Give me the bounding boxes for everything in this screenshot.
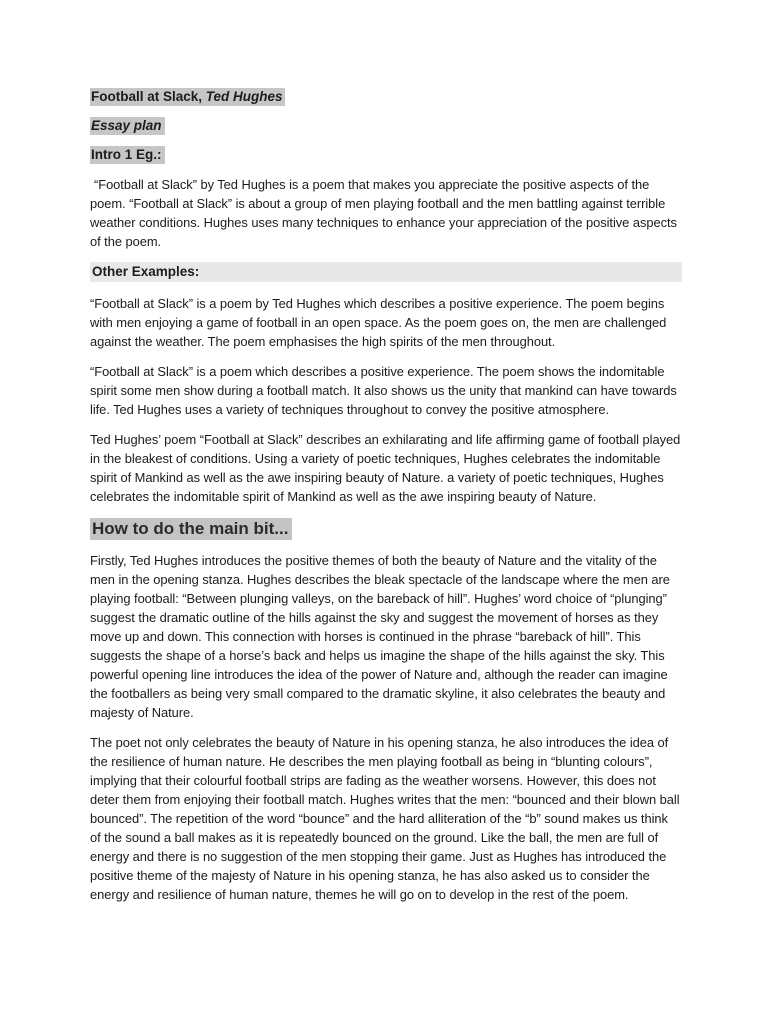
essay-plan-subtitle (90, 117, 682, 135)
document-title-bold: Football at Slack, (91, 89, 203, 104)
intro-heading (90, 146, 682, 164)
document-content (90, 88, 682, 915)
main-paragraph-1: Firstly, Ted Hughes introduces the positive themes of both the beauty of Nature and the vitality of the men in the opening stanza. Hughes describes the bleak spectacle of the landscape where the men are playing football: “Between plunging valleys, on the bareback of hill”. Hughes’ word choice of “plunging” suggest the dramatic outline of the hills against the sky and suggest the movement of horses as they move up and down. This connection with horses is continued in the phrase “bareback of hill”. This suggests the shape of a horse’s back and helps us imagine the shape of the hills against the sky. This powerful opening line introduces the idea of the power of Nature and, although the reader can imagine the footballers as being very small compared to the dramatic skyline, it also celebrates the beauty and majesty of Nature. (90, 553, 670, 720)
intro-paragraph: “Football at Slack” by Ted Hughes is a poem that makes you appreciate the positive aspects of the poem. “Football at Slack” is about a group of men playing football and the men battling against terrible weather conditions. Hughes uses many techniques to enhance your appreciation of the positive aspects of the poem. (90, 177, 677, 249)
example-paragraph-2: “Football at Slack” is a poem which describes a positive experience. The poem shows the indomitable spirit some men show during a football match. It also shows us the unity that mankind can have towards life. Ted Hughes uses a variety of techniques throughout to convey the positive atmosphere. (90, 364, 677, 417)
example-paragraph-3: Ted Hughes’ poem “Football at Slack” describes an exhilarating and life affirming game of football played in the bleakest of conditions. Using a variety of poetic techniques, Hughes celebrates the indomitable spirit of Mankind as well as the awe inspiring beauty of Nature. a variety of poetic techniques, Hughes celebrates the indomitable spirit of Mankind as well as the awe inspiring beauty of Nature. (90, 432, 681, 504)
document-title (90, 88, 682, 106)
intro-heading-text: Intro 1 Eg.: (90, 146, 165, 164)
document-title-author: Ted Hughes (202, 89, 283, 104)
main-paragraph-2: The poet not only celebrates the beauty of Nature in his opening stanza, he also introduces the idea of the resilience of human nature. He describes the men playing football as being in “blunting colours”, implying that their colourful football strips are fading as the weather worsens. However, this does not deter them from enjoying their football match. Hughes writes that the men: “bounced and their blown ball bounced”. The repetition of the word “bounce” and the hard alliteration of the “b” sound makes us think of the sound a ball makes as it is repeatedly bounced on the ground. Like the ball, the men are full of energy and there is no suggestion of the men stopping their game. Just as Hughes has introduced the positive theme of the majesty of Nature in his opening stanza, he has also asked us to consider the energy and resilience of human nature, themes he will go on to develop in the rest of the poem. (90, 735, 680, 902)
main-section-heading-text: How to do the main bit... (90, 518, 292, 540)
main-section-heading (90, 517, 682, 540)
essay-plan-subtitle-text: Essay plan (90, 117, 165, 135)
other-examples-heading: Other Examples: (90, 262, 682, 282)
example-paragraph-1: “Football at Slack” is a poem by Ted Hughes which describes a positive experience. The poem begins with men enjoying a game of football in an open space. As the poem goes on, the men are challenged against the weather. The poem emphasises the high spirits of the men throughout. (90, 296, 667, 349)
